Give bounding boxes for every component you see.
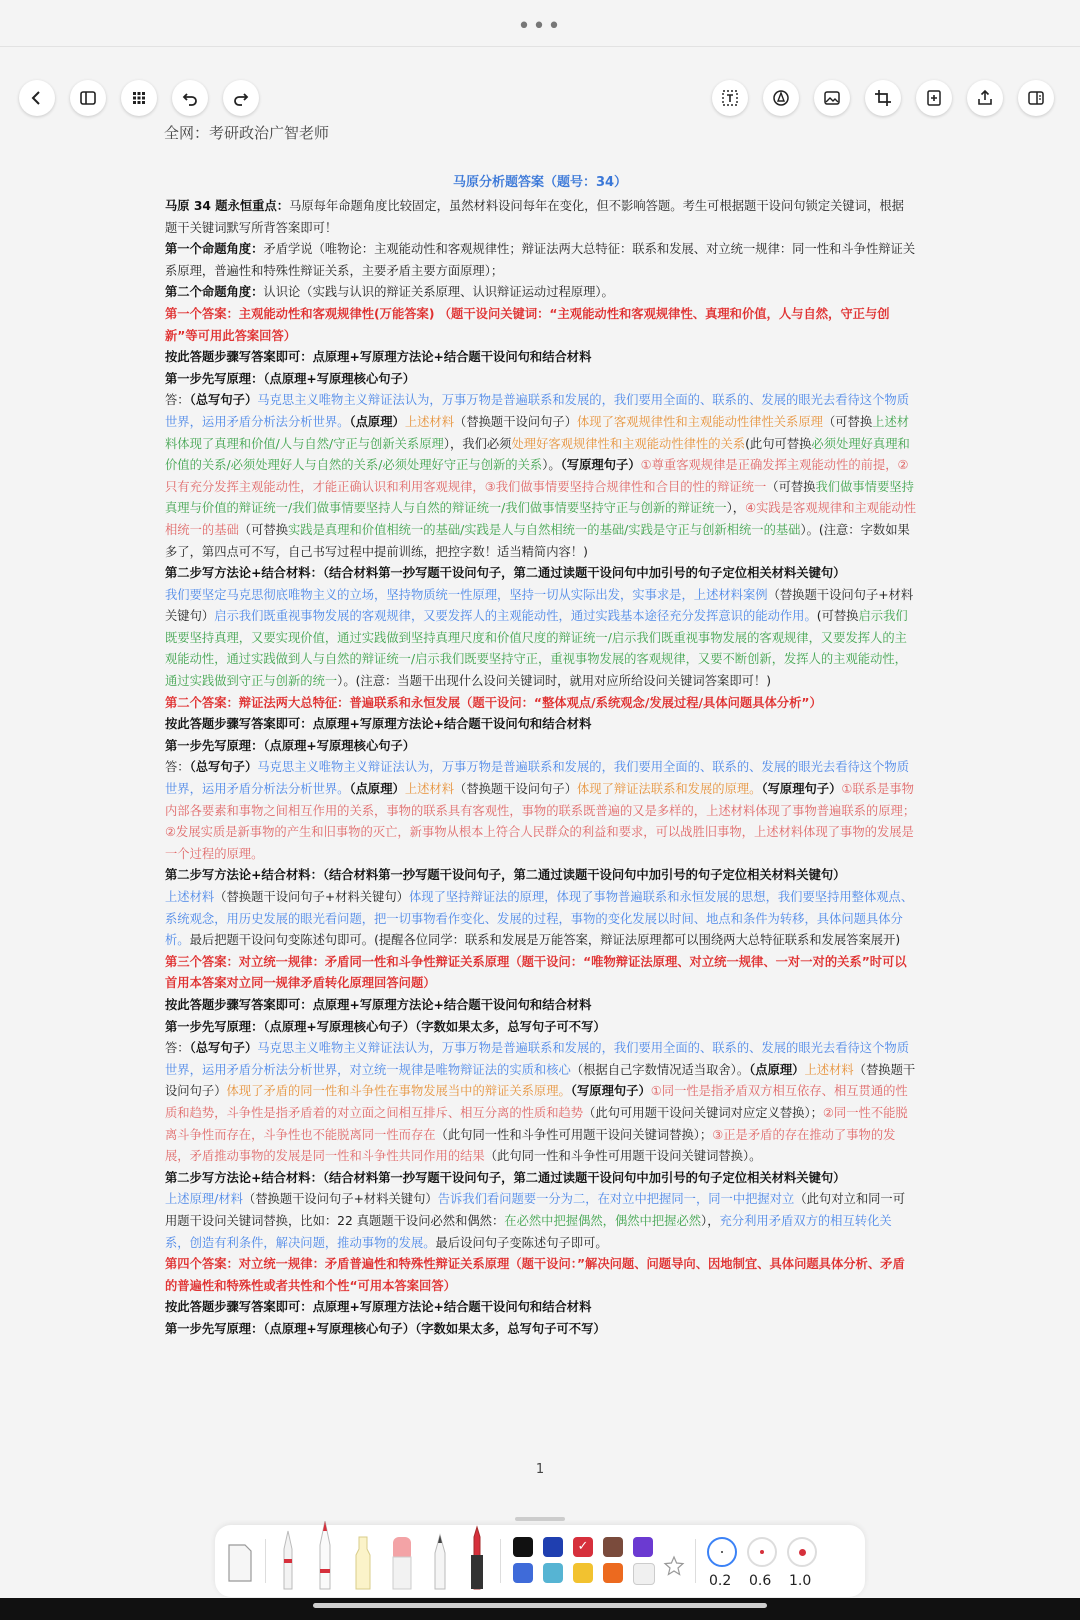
paragraph [165, 585, 916, 693]
text-run: 上述原理/材料 [165, 1192, 243, 1207]
reader-button[interactable] [1018, 80, 1054, 116]
text-run: 体现了坚持辩证法的原理，体现了事物普遍联系和永恒发展的思想，我们要坚持用整体观点、系统观念，用历史发展的眼光看问题，把一切事物看作变化、发展的过程，事物的变化发展以时间、地点和条件为转移，具体问题具体分析。 [165, 890, 914, 948]
paragraph [165, 736, 916, 758]
width-option-1[interactable] [747, 1537, 777, 1567]
paragraph [165, 1017, 916, 1039]
text-run: 我们做事情要坚持真理与价值的辩证统一/我们做事情要坚持人与自然的辩证统一/我们做事情要坚持守正与创新的辩证统一 [165, 479, 914, 516]
redo-button[interactable] [223, 80, 259, 116]
page-number: 1 [535, 1462, 545, 1477]
share-icon [975, 88, 995, 108]
paragraph [165, 995, 916, 1017]
color-swatch[interactable] [543, 1563, 563, 1583]
paragraph [165, 1254, 916, 1297]
color-swatch[interactable] [603, 1537, 623, 1557]
width-dot-icon [799, 1549, 806, 1556]
text-run: （写原理句子） [560, 458, 641, 473]
text-run: 上述材料 [804, 1062, 854, 1077]
paragraph [165, 563, 916, 585]
paragraph [165, 887, 916, 952]
page-thumbnail-icon[interactable] [225, 1543, 255, 1583]
document-title: 马原分析题答案（题号：34） [452, 175, 628, 190]
text-run: 马原每年命题角度比较固定，虽然材料设问每年在变化，但不影响答题。考生可根据题干设问句锁定关键词，根据题干关键词默写所背答案即可！ [165, 199, 904, 235]
text-run: 最后把题干设问句变陈述句即可。(提醒各位同学：联系和发展是万能答案，辩证法原理都可以围绕两大总特征联系和发展答案展开) [189, 933, 901, 948]
text-run: ）。(注意：字数如果多了，第四点可不写，自己书写过程中提前训练，把控字数！适当精简内容！) [165, 522, 910, 559]
paragraph [165, 282, 916, 304]
text-run: ），我们必须 [443, 436, 512, 451]
text-run: ）。(注意：当题干出现什么设问关键词时，就用对应所给设问关键词答案即可！) [337, 674, 772, 689]
eraser-icon[interactable] [389, 1533, 415, 1591]
text-run: 马克思主义唯物主义辩证法认为，万事万物是普遍联系和发展的，我们要用全面的、联系的、发展的眼光去看待这个物质世界，运用矛盾分析法分析世界。 [165, 760, 909, 797]
text-run: 第一步先写原理：（点原理+写原理核心句子）（字数如果太多，总写句子可不写） [165, 1019, 606, 1034]
text-run: 按此答题步骤写答案即可：点原理+写原理方法论+结合题干设问句和结合材料 [165, 1300, 592, 1315]
grid-icon [129, 88, 149, 108]
image-button[interactable] [814, 80, 850, 116]
paragraph [165, 196, 916, 239]
text-run: 体现了矛盾的同一性和斗争性在事物发展当中的辩证关系原理。 [226, 1084, 571, 1099]
sidebar-button[interactable] [70, 80, 106, 116]
text-run: 第二个命题角度： [165, 285, 264, 300]
width-option-0[interactable] [707, 1537, 737, 1567]
text-run: 上述材料 [404, 414, 455, 429]
back-icon [27, 88, 47, 108]
text-run: （可替换 [766, 479, 816, 494]
document-body [150, 196, 930, 1340]
text-run: （替换题干设问句子+材料关键句） [165, 587, 914, 624]
text-run: 马克思主义唯物主义辩证法认为，万事万物是普遍联系和发展的，我们要用全面的、联系的、发展的眼光去看待这个物质世界，运用矛盾分析法分析世界，对立统一规律是唯物辩证法的实质和核心 [165, 1041, 909, 1077]
text-run: 启示我们既重视事物发展的客观规律，又要发挥人的主观能动性，通过实践基本途径充分发挥意识的能动作用。 [214, 609, 817, 624]
paragraph [165, 1189, 916, 1254]
undo-button[interactable] [172, 80, 208, 116]
text-run: 上述材料体现了真理和价值/人与自然/守正与创新关系原理 [165, 414, 910, 451]
image-icon [822, 88, 842, 108]
text-run: （可替换 [822, 414, 873, 429]
grid-button[interactable] [121, 80, 157, 116]
color-swatch[interactable] [573, 1537, 593, 1557]
color-swatch[interactable] [573, 1563, 593, 1583]
text-run: 体现了客观规律性和主观能动性律性关系原理 [577, 414, 823, 429]
text-run: 上述材料 [404, 782, 455, 797]
text-run: （总写句子） [189, 760, 258, 775]
paragraph [165, 714, 916, 736]
text-run: 按此答题步骤写答案即可：点原理+写原理方法论+结合题干设问句和结合材料 [165, 350, 592, 365]
width-label-1: 0.6 [749, 1573, 772, 1589]
text-run: 上述材料 [165, 890, 215, 904]
text-run: 答： [165, 760, 190, 775]
text-run: 在必然中把握偶然，偶然中把握必然 [504, 1213, 702, 1228]
text-run: 第二步写方法论+结合材料：（结合材料第一抄写题干设问句子，第二通过读题干设问句中加引号的句子定位相关材料关键句） [165, 1170, 846, 1185]
star-favorite-icon[interactable] [663, 1555, 685, 1577]
text-run: 第一个答案：主观能动性和客观规律性(万能答案) （题干设问关键词：“主观能动性和客观规律性、真理和价值，人与自然，守正与创新”等可用此答案回答） [165, 306, 890, 343]
paragraph [165, 1319, 916, 1341]
color-swatch[interactable] [633, 1563, 655, 1585]
pen-tray [215, 1525, 865, 1597]
text-run: （替换题干设问句子） [165, 1062, 916, 1099]
text-run: （点原理） [749, 1062, 805, 1077]
paragraph [165, 347, 916, 369]
crop-icon [873, 88, 893, 108]
tray-divider [265, 1539, 266, 1583]
text-run: 第二步写方法论+结合材料：（结合材料第一抄写题干设问句子，第二通过读题干设问句中加引号的句子定位相关材料关键句） [165, 566, 846, 581]
text-run: 充分利用矛盾双方的相互转化关系，创造有利条件，解决问题，推动事物的发展。 [165, 1213, 892, 1250]
text-run: 马克思主义唯物主义辩证法认为，万事万物是普遍联系和发展的，我们要用全面的、联系的、发展的眼光去看待这个物质世界，运用矛盾分析法分析世界。 [165, 393, 909, 429]
checkmark-icon: ✓ [577, 1539, 589, 1554]
text-run: （写原理句子） [761, 782, 842, 797]
color-swatch[interactable] [543, 1537, 563, 1557]
paragraph [165, 757, 916, 865]
add-page-icon [924, 88, 944, 108]
text-run: 处理好客观规律性和主观能动性律性的关系 [511, 436, 746, 451]
color-swatch[interactable] [633, 1537, 653, 1557]
tray-grip[interactable] [515, 1517, 565, 1521]
paragraph [165, 390, 916, 563]
text-run: ）。 [542, 458, 561, 473]
width-dot-icon [760, 1550, 764, 1554]
marker-icon[interactable] [465, 1525, 489, 1591]
text-run: 第二步写方法论+结合材料：（结合材料第一抄写题干设问句子，第二通过读题干设问句中加引号的句子定位相关材料关键句） [165, 868, 846, 883]
text-box-icon [720, 88, 740, 108]
text-run: 答： [165, 393, 190, 408]
text-run: 最后设问句子变陈述句子即可。 [435, 1235, 608, 1250]
tray-divider [500, 1539, 501, 1583]
text-run: （根据自己字数情况适当取舍）。 [570, 1062, 750, 1077]
text-run: （替换题干设问句子+材料关键句） [214, 890, 409, 904]
color-swatch[interactable] [513, 1537, 533, 1557]
text-run: （此句可用题干设问关键词对应定义替换）； [583, 1105, 823, 1120]
width-dot-icon [721, 1551, 723, 1553]
text-run: 体现了辩证法联系和发展的原理。 [577, 782, 762, 797]
text-run: ①同一性是指矛盾双方相互依存、相互贯通的性质和趋势，斗争性是指矛盾着的对立面之间相互排斥、相互分离的性质和趋势 [165, 1084, 908, 1120]
text-run: （替换题干设问句子） [454, 782, 577, 797]
text-run: 第四个答案：对立统一规律：矛盾普遍性和特殊性辩证关系原理（题干设问：”解决问题、问题导向、因地制宜、具体问题具体分析、矛盾的普遍性和特殊性或者共性和个性“可用本答案回答） [165, 1257, 905, 1293]
text-run: 认识论（实践与认识的辩证关系原理、认识辩证运动过程原理）。 [263, 285, 614, 300]
ballpoint-pen-icon[interactable] [313, 1521, 337, 1591]
text-run: （总写句子） [189, 1041, 258, 1056]
text-run: （总写句子） [189, 393, 258, 408]
paragraph [165, 693, 916, 715]
text-run: 马原 34 题永恒重点： [165, 199, 290, 213]
text-run: ②同一性不能脱离斗争性而存在，斗争性也不能脱离同一性而存在 [165, 1105, 908, 1142]
text-run: （此句对立和同一可用题干设问关键词替换，比如：22 真题题干设问必然和偶然： [165, 1192, 906, 1228]
bottom-bar [0, 1598, 1080, 1620]
text-run: ④实践是客观规律和主观能动性相统一的基础 [165, 501, 916, 537]
text-run: 第一个命题角度： [165, 242, 264, 257]
text-run: ）， [726, 501, 746, 516]
paragraph [165, 369, 916, 391]
text-run: ）， [701, 1213, 720, 1228]
text-box-button[interactable] [712, 80, 748, 116]
paragraph [165, 1297, 916, 1319]
text-run: 按此答题步骤写答案即可：点原理+写原理方法论+结合题干设问句和结合材料 [165, 997, 592, 1012]
text-run: 启示我们既要坚持真理，又要实现价值，通过实践做到坚持真理尺度和价值尺度的辩证统一/启示我们既重视事物发展的客观规律，又要发挥人的主观能动性，通过实践做到人与自然的辩证统一/启示我们既要坚持守正，重视事物发展的客观规律，又要不断创新，发挥人的主观能动性，通过实践做到守正与创新的统一 [165, 609, 908, 689]
width-option-2[interactable] [787, 1537, 817, 1567]
highlighter-icon[interactable] [351, 1535, 375, 1591]
text-run: ①联系是事物内部各要素和事物之间相互作用的关系，事物的联系具有客观性，事物的联系既普遍的又是多样的，上述材料体现了事物普遍联系的原理；②发展实质是新事物的产生和旧事物的灭亡，新事物从根本上符合人民群众的利益和要求，可以战胜旧事物，上述材料体现了事物的发展是一个过程的原理。 [165, 782, 916, 861]
text-run: 第一步先写原理：（点原理+写原理核心句子）（字数如果太多，总写句子可不写） [165, 1321, 606, 1336]
text-run: 我们要坚定马克思彻底唯物主义的立场，坚持物质统一性原理，坚持一切从实际出发，实事求是， [165, 587, 694, 602]
text-run: (可替换 [816, 609, 859, 624]
width-label-0: 0.2 [709, 1573, 732, 1589]
width-label-2: 1.0 [789, 1573, 812, 1589]
text-run: 第三个答案：对立统一规律：矛盾同一性和斗争性辩证关系原理（题干设问：“唯物辩证法原理、对立统一规律、一对一对的关系”时可以首用本答案对立同一规律矛盾转化原理回答问题） [165, 954, 907, 991]
text-run: (此句可替换 [745, 436, 812, 451]
text-run: （此句同一性和斗争性可用题干设问关键词替换）。 [484, 1149, 762, 1164]
text-run: ①尊重客观规律是正确发挥主观能动性的前提，②只有充分发挥主观能动性，才能正确认识和利用客观规律，③我们做事情要坚持合规律性和合目的性的辩证统一 [165, 458, 909, 494]
watermark-text: 全网：考研政治广智老师 [164, 124, 330, 142]
color-swatch[interactable] [513, 1563, 533, 1583]
text-run: （点原理） [349, 414, 405, 429]
text-run: 第二个答案：辩证法两大总特征：普遍联系和永恒发展（题干设问：“整体观点/系统观念/发展过程/具体问题具体分析”） [165, 695, 822, 710]
text-run: （替换题干设问句子） [454, 414, 577, 429]
pencil-icon[interactable] [429, 1533, 451, 1591]
divider [0, 46, 1080, 47]
paragraph [165, 865, 916, 887]
redo-icon [231, 88, 251, 108]
text-run: 答： [165, 1041, 190, 1056]
text-run: ③正是矛盾的存在推动了事物的发展，矛盾推动事物的发展是同一性和斗争性共同作用的结果 [165, 1127, 896, 1164]
text-run: （点原理） [349, 782, 405, 797]
back-button[interactable] [19, 80, 55, 116]
add-page-button[interactable] [916, 80, 952, 116]
text-run: 矛盾学说（唯物论：主观能动性和客观规律性；辩证法两大总特征：联系和发展、对立统一规律：同一性和斗争性辩证关系原理，普遍性和特殊性辩证关系，主要矛盾主要方面原理）； [165, 242, 916, 278]
paragraph [165, 952, 916, 995]
paragraph [165, 1168, 916, 1190]
text-run: 必须处理好真理和价值的关系/必须处理好人与自然的关系/必须处理好守正与创新的关系 [165, 436, 910, 473]
text-run: 第一步先写原理：（点原理+写原理核心句子） [165, 371, 416, 386]
text-run: （写原理句子） [570, 1084, 651, 1099]
pen-tip-button[interactable] [763, 80, 799, 116]
text-run: 上述材料案例 [693, 587, 768, 602]
window-handle[interactable]: ••• [517, 14, 563, 39]
undo-icon [180, 88, 200, 108]
paragraph [165, 1038, 916, 1168]
pen-tip-icon [771, 88, 791, 108]
share-button[interactable] [967, 80, 1003, 116]
crop-button[interactable] [865, 80, 901, 116]
text-run: （替换题干设问句子+材料关键句） [242, 1192, 438, 1207]
paragraph [165, 239, 916, 282]
text-run: 告诉我们看问题要一分为二，在对立中把握同一，同一中把握对立 [437, 1192, 795, 1207]
text-run: （此句同一性和斗争性可用题干设问关键词替换）； [435, 1127, 713, 1142]
reader-icon [1026, 88, 1046, 108]
text-run: 按此答题步骤写答案即可：点原理+写原理方法论+结合题干设问句和结合材料 [165, 717, 592, 732]
text-run: 第一步先写原理：（点原理+写原理核心句子） [165, 738, 416, 753]
fineliner-pen-icon[interactable] [277, 1529, 299, 1591]
paragraph [165, 304, 916, 347]
document-page[interactable] [150, 118, 930, 1500]
sidebar-icon [78, 88, 98, 108]
text-run: 实践是真理和价值相统一的基础/实践是人与自然相统一的基础/实践是守正与创新相统一的基础 [288, 522, 801, 537]
text-run: （可替换 [238, 522, 288, 537]
home-indicator[interactable] [313, 1603, 767, 1608]
color-swatch[interactable] [603, 1563, 623, 1583]
tray-divider [695, 1539, 696, 1583]
